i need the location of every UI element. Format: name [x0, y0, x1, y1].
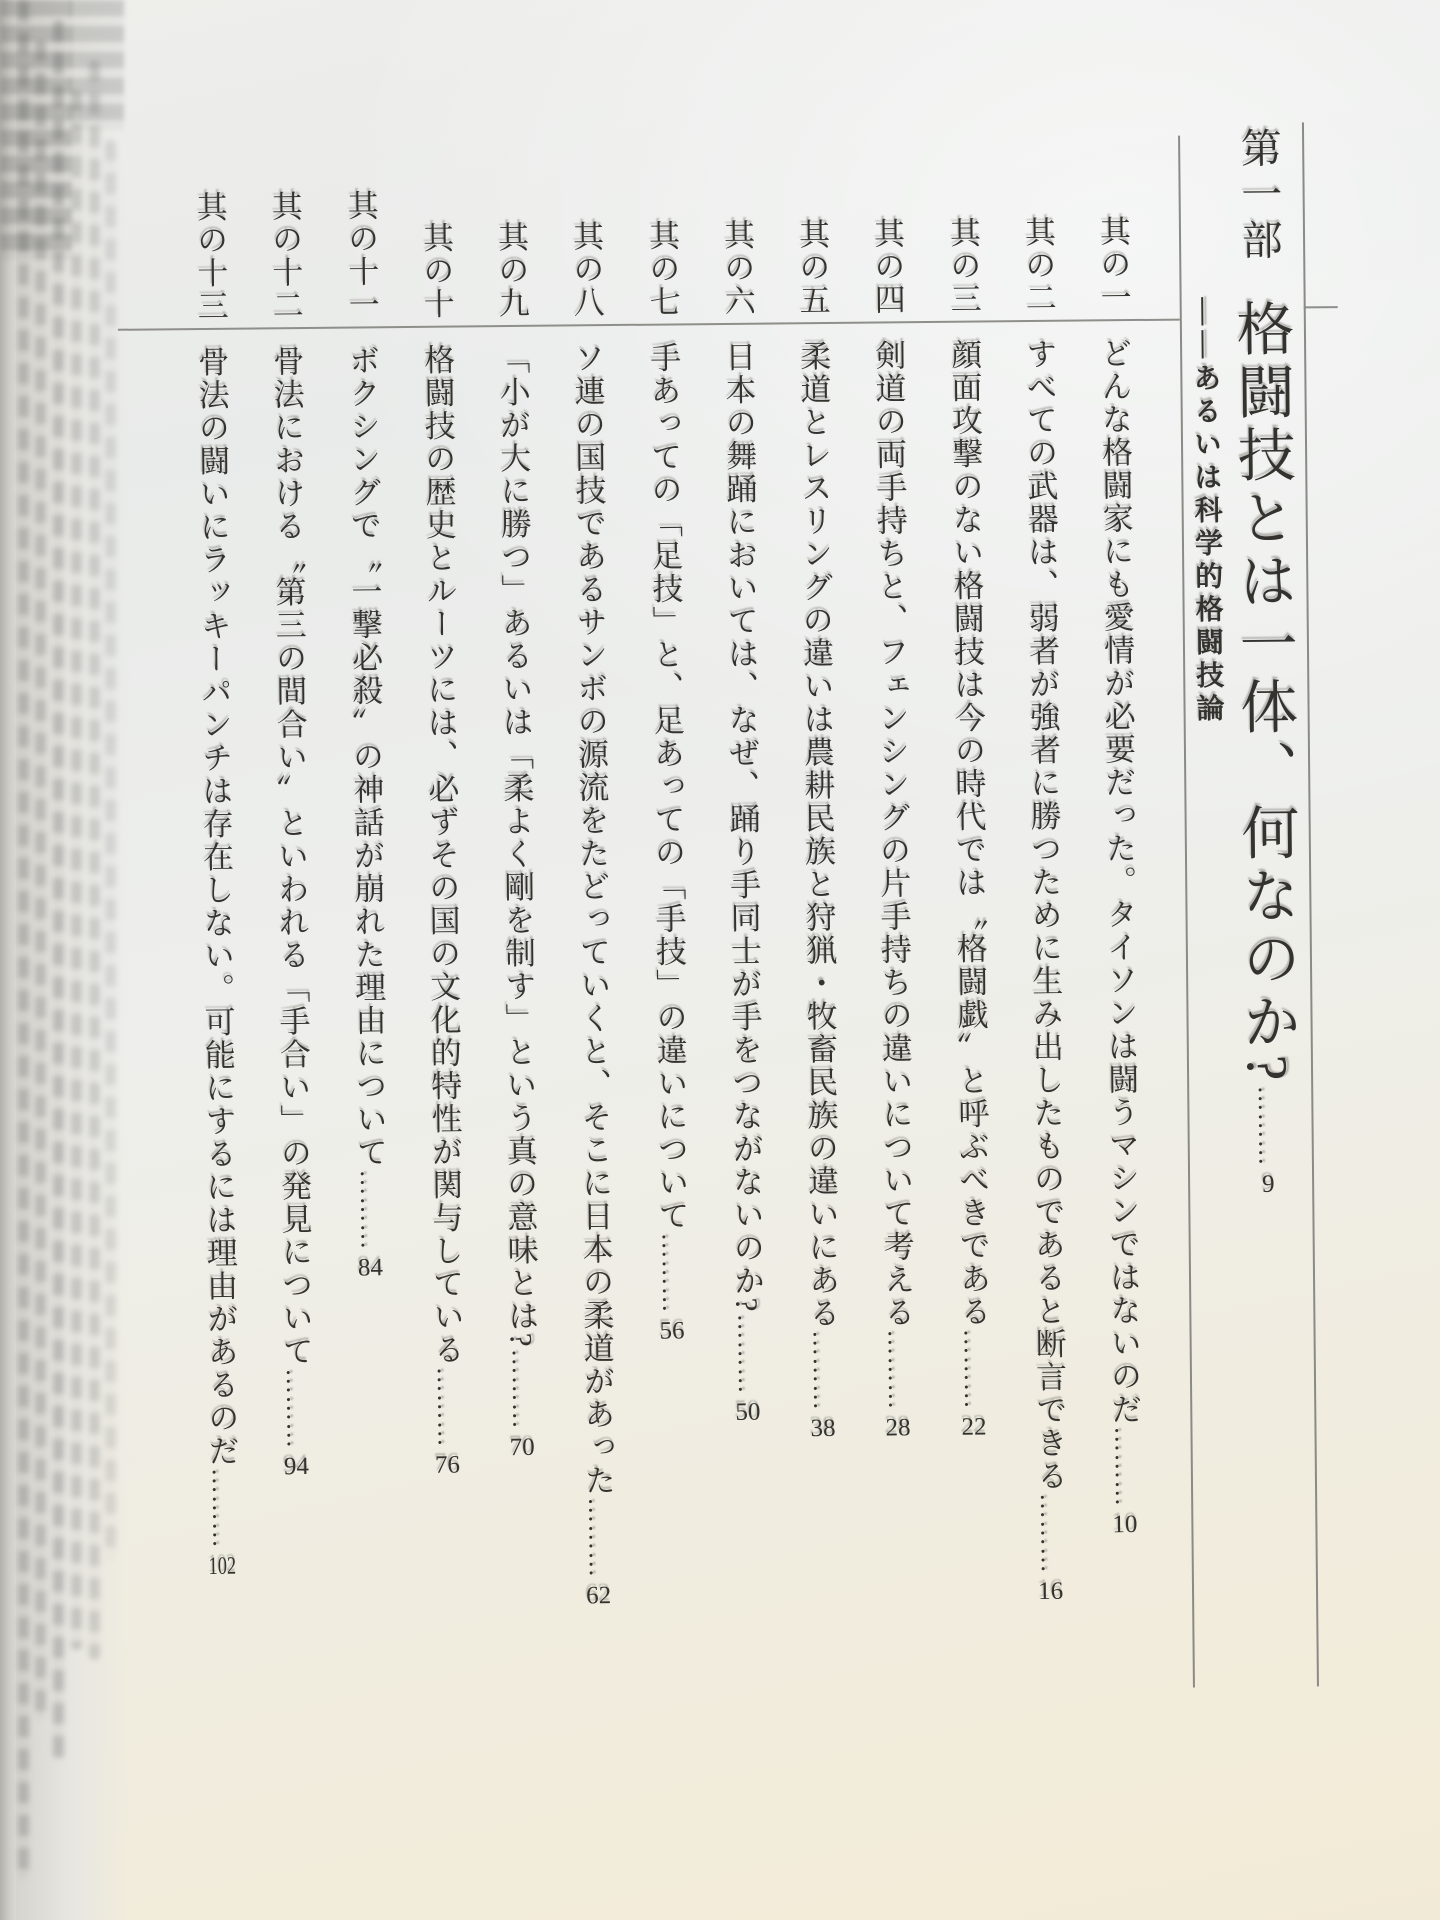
- toc-entry-page: 50: [735, 1399, 761, 1425]
- dot-leader: ………: [656, 1232, 687, 1314]
- toc-entry-body: [795, 340, 840, 1441]
- toc-entry-text: 手あっての「足技」と、足あっての「手技」の違いについて: [645, 341, 689, 1233]
- toc-entry-text: ボクシングで〝一撃必殺〟の神話が崩れた理由について: [344, 344, 388, 1170]
- toc-entry-page: 10: [1112, 1512, 1138, 1538]
- toc-entry-label: 其の八: [567, 220, 604, 320]
- toc-entry-label: 其の十二: [266, 190, 303, 323]
- toc-entry-text: 剣道の両手持ちと、フェンシングの片手持ちの違いについて考える: [870, 339, 915, 1330]
- toc-entry-label: 其の六: [718, 218, 755, 319]
- toc-entry-label: 其の十一: [342, 189, 379, 322]
- toc-entry-label: 其の十三: [191, 190, 228, 324]
- dot-leader: ………: [1109, 1426, 1140, 1508]
- toc-entry-body: [419, 344, 464, 1478]
- toc-entry-text: 顔面攻撃のない格闘技は今の時代では〝格闘戯〟と呼ぶべきである: [946, 338, 991, 1329]
- part-title: 格闘技とは一体、何なのか?: [1227, 298, 1300, 1086]
- toc-entry-page: 70: [509, 1434, 535, 1460]
- toc-entry-body: [645, 341, 689, 1343]
- dot-leader: ………: [807, 1329, 838, 1412]
- dot-leader: ………: [506, 1348, 537, 1430]
- toc-entry-text: 「小が大に勝つ」あるいは「柔よく剛を制す」という真の意味とは?: [494, 342, 539, 1349]
- dot-leader: ………: [882, 1329, 913, 1411]
- dot-leader: ………: [583, 1497, 613, 1579]
- toc-entry-body: [1096, 337, 1142, 1537]
- toc-entry-page: 56: [659, 1318, 685, 1344]
- toc-entry-label: 其の十: [417, 221, 454, 321]
- title-box-right-rule: [1302, 122, 1319, 1686]
- toc-entry-page: 102: [208, 1553, 237, 1579]
- toc-entry-page: 38: [810, 1415, 836, 1442]
- toc-entry-label: 其の三: [944, 216, 981, 316]
- toc-entry-text: 格闘技の歴史とルーツには、必ずその国の文化的特性が関与している: [419, 343, 464, 1367]
- part-subtitle: ――あるいは科学的格闘技論: [1188, 297, 1224, 727]
- toc-entry-text: 日本の舞踊においては、なぜ、踊り手同士が手をつながないのか?: [720, 340, 765, 1314]
- toc-entry-body: [720, 341, 764, 1425]
- toc-entry-text: ソ連の国技であるサンボの源流をたどっていくと、そこに日本の柔道があった: [569, 342, 616, 1498]
- dot-leader: ………: [280, 1367, 311, 1450]
- part-title-page-number: 9: [1261, 1171, 1275, 1197]
- toc-entry-label: 其の四: [868, 217, 905, 317]
- part-title-column: [1224, 127, 1301, 1197]
- toc-entry-page: 22: [961, 1414, 987, 1440]
- toc-entry-body: [344, 344, 387, 1280]
- toc-entry-text: 骨法の闘いにラッキーパンチは存在しない。可能にするには理由があるのだ: [193, 345, 239, 1469]
- toc-entry-page: 62: [586, 1583, 612, 1609]
- toc-entry-body: [1021, 338, 1067, 1604]
- toc-entry-label: 其の一: [1094, 215, 1131, 315]
- toc-entry-body: [494, 343, 539, 1460]
- toc-entry-body: [569, 342, 615, 1608]
- toc-entry-label: 其の五: [793, 217, 830, 318]
- toc-entry-page: 76: [434, 1452, 461, 1478]
- toc-entry-page: 16: [1038, 1578, 1064, 1605]
- toc-entry-label: 其の二: [1019, 215, 1056, 316]
- toc-entry-page: 28: [885, 1415, 911, 1441]
- toc-entry-body: [946, 339, 991, 1440]
- dot-leader: ………: [355, 1169, 385, 1251]
- dot-leader: ………: [1035, 1492, 1065, 1575]
- toc-entry-text: どんな格闘家にも愛情が必要だった。タイソンは闘うマシンではないのだ: [1096, 337, 1142, 1427]
- dot-leader: ………: [206, 1467, 237, 1549]
- toc-entry-body: [268, 345, 313, 1479]
- toc-entry-label: 其の七: [643, 219, 680, 319]
- toc-entry-text: 柔道とレスリングの違いは農耕民族と狩猟・牧畜民族の違いにある: [795, 339, 840, 1331]
- toc-entry-label: 其の九: [492, 220, 529, 321]
- toc-entry-text: 骨法における〝第三の間合い〟といわれる「手合い」の発見について: [268, 345, 313, 1369]
- dot-leader: ………: [958, 1328, 989, 1410]
- toc-entry-text: すべての武器は、弱者が強者に勝つために生み出したものであると断言できる: [1021, 337, 1068, 1494]
- dot-leader: ………: [431, 1366, 462, 1448]
- dot-leader: ………: [732, 1313, 763, 1395]
- toc-entry-page: 94: [283, 1453, 310, 1480]
- part-number: 第一部: [1234, 126, 1282, 266]
- toc-entry-body: [193, 346, 239, 1579]
- dot-leader: ………: [1252, 1085, 1283, 1167]
- header-rule-stub: [1304, 306, 1338, 308]
- toc-entry-page: 84: [357, 1255, 384, 1281]
- toc-entry-body: [870, 339, 915, 1440]
